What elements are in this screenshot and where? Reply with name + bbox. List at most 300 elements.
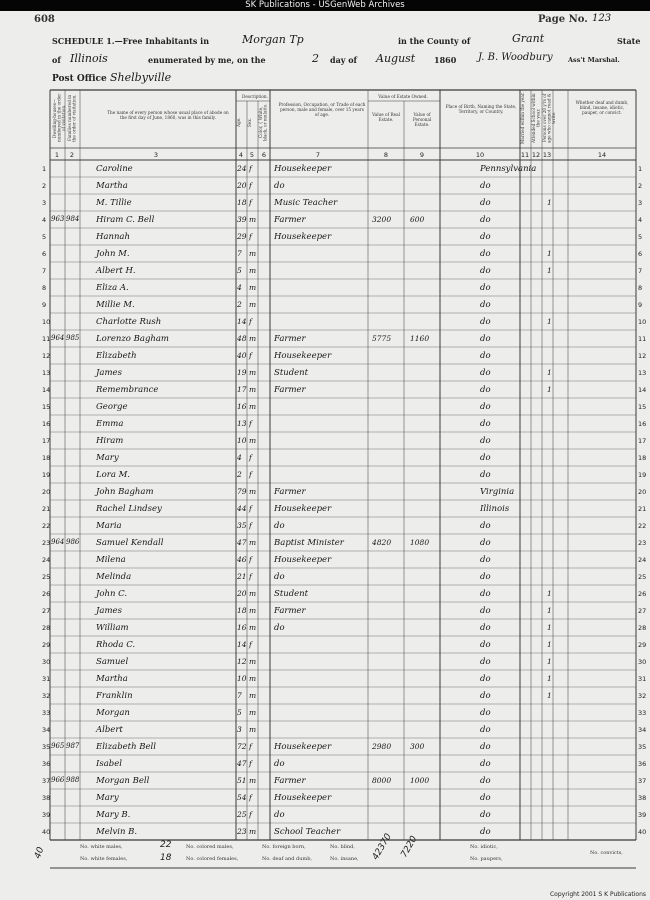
birthplace: do (480, 385, 491, 395)
sex: m (249, 606, 257, 615)
birthplace: do (480, 555, 491, 565)
line-number-right: 33 (638, 709, 647, 717)
occupation: Housekeeper (274, 504, 332, 514)
person-name: Morgan Bell (96, 776, 150, 786)
line-number-right: 37 (638, 777, 647, 785)
marshal-label: Ass't Marshal. (568, 56, 620, 64)
sex: m (249, 368, 257, 377)
person-name: Melvin B. (96, 827, 138, 837)
occupation: do (274, 572, 285, 582)
sex: f (249, 742, 252, 751)
line-number-left: 4 (42, 216, 47, 224)
age: 16 (237, 623, 247, 632)
page-number-left: 608 (34, 14, 55, 25)
sex: f (249, 317, 252, 326)
sex: f (249, 793, 252, 802)
personal-estate-value: 1160 (410, 334, 430, 343)
dwelling-number: 966 (51, 776, 65, 784)
age: 16 (237, 402, 247, 411)
white-males-label: No. white males, (80, 844, 123, 850)
family-number: 986 (66, 538, 80, 546)
birthplace: do (480, 266, 491, 276)
birthplace: do (480, 657, 491, 667)
line-number-right: 14 (638, 386, 647, 394)
sex: m (249, 283, 257, 292)
age: 35 (237, 521, 247, 530)
line-number-left: 37 (42, 777, 51, 785)
line-number-right: 31 (638, 675, 647, 683)
school-mark: 1 (547, 198, 552, 207)
school-mark: 1 (547, 317, 552, 326)
birthplace: Virginia (480, 487, 515, 497)
col-school-header: Attended School within the year. (531, 93, 541, 143)
school-mark: 1 (547, 606, 552, 615)
line-number-left: 7 (42, 267, 47, 275)
line-number-left: 39 (42, 811, 51, 819)
page-number-label: Page No. (538, 14, 588, 25)
school-mark: 1 (547, 640, 552, 649)
age: 79 (237, 487, 247, 496)
age: 21 (237, 572, 247, 581)
occupation: Farmer (274, 385, 306, 395)
occupation: Housekeeper (274, 164, 332, 174)
age: 2 (237, 300, 242, 309)
line-number-right: 36 (638, 760, 647, 768)
age: 29 (237, 232, 247, 241)
age: 51 (237, 776, 247, 785)
person-name: Elizabeth Bell (96, 742, 156, 752)
person-name: Martha (96, 181, 128, 191)
person-name: Morgan (96, 708, 130, 718)
line-number-left: 22 (42, 522, 51, 530)
person-name: James (96, 368, 122, 378)
line-number-left: 1 (42, 165, 47, 173)
birthplace: do (480, 623, 491, 633)
column-number: 7 (315, 151, 321, 159)
line-number-left: 18 (42, 454, 51, 462)
person-name: Charlotte Rush (96, 317, 162, 327)
col-illiterate-header: Persons over 20 y'rs of age who cannot read & write. (542, 93, 557, 143)
line-number-left: 28 (42, 624, 51, 632)
birthplace: do (480, 538, 491, 548)
birthplace: do (480, 759, 491, 769)
birthplace: do (480, 742, 491, 752)
line-number-right: 15 (638, 403, 647, 411)
sex: m (249, 266, 257, 275)
age: 72 (237, 742, 247, 751)
birthplace: do (480, 181, 491, 191)
family-number: 985 (66, 334, 80, 342)
age: 2 (237, 470, 242, 479)
occupation: Farmer (274, 606, 306, 616)
sex: m (249, 691, 257, 700)
school-mark: 1 (547, 691, 552, 700)
dwelling-number: 965 (51, 742, 65, 750)
person-name: John M. (96, 249, 130, 259)
real-estate-value: 5775 (372, 334, 392, 343)
person-name: Albert (96, 725, 123, 735)
birthplace: do (480, 402, 491, 412)
birthplace: do (480, 351, 491, 361)
person-name: Isabel (96, 759, 122, 769)
birthplace: do (480, 470, 491, 480)
line-number-right: 6 (638, 250, 643, 258)
line-number-right: 18 (638, 454, 647, 462)
sex: f (249, 164, 252, 173)
line-number-left: 27 (42, 607, 51, 615)
age: 25 (237, 810, 247, 819)
line-number-left: 40 (42, 828, 51, 836)
colored-males-label: No. colored males, (186, 844, 234, 850)
sex: f (249, 351, 252, 360)
line-number-right: 11 (638, 335, 647, 343)
person-name: Elizabeth (96, 351, 137, 361)
age: 3 (237, 725, 242, 734)
age: 46 (237, 555, 247, 564)
column-number: 8 (383, 151, 389, 159)
sex: m (249, 300, 257, 309)
person-name: Maria (96, 521, 122, 531)
col-age-header: Age. (236, 117, 241, 127)
deaf-dumb-label: No. deaf and dumb, (262, 856, 312, 862)
occupation: Student (274, 589, 309, 599)
person-name: Mary B. (96, 810, 131, 820)
convicts-label: No. convicts, (590, 850, 623, 856)
age: 47 (237, 759, 247, 768)
sex: f (249, 232, 252, 241)
line-number-left: 14 (42, 386, 51, 394)
month: August (376, 52, 416, 65)
birthplace: Pennsylvania (480, 164, 537, 174)
line-number-left: 6 (42, 250, 47, 258)
family-number: 987 (66, 742, 80, 750)
line-number-left: 3 (42, 199, 47, 207)
foreign-born-label: No. foreign born, (262, 844, 306, 850)
personal-total: 7220 (399, 834, 420, 860)
line-number-right: 23 (638, 539, 647, 547)
birthplace: do (480, 453, 491, 463)
line-number-right: 27 (638, 607, 647, 615)
county-label: in the County of (398, 36, 471, 46)
sex: f (249, 419, 252, 428)
enumerated-label: enumerated by me, on the (148, 55, 266, 65)
line-number-right: 25 (638, 573, 647, 581)
township: Morgan Tp (242, 33, 304, 46)
day: 2 (312, 52, 319, 65)
birthplace: do (480, 725, 491, 735)
sex: m (249, 725, 257, 734)
occupation: do (274, 759, 285, 769)
column-number: 14 (597, 151, 607, 159)
birthplace: do (480, 419, 491, 429)
person-name: William (96, 623, 129, 633)
sex: m (249, 776, 257, 785)
col-dwelling-header: Dwelling-houses—numbered in the order of visitation. (52, 93, 67, 143)
age: 24 (237, 164, 247, 173)
person-name: Melinda (96, 572, 132, 582)
tally-males: 22 (160, 840, 172, 850)
sex: m (249, 436, 257, 445)
line-number-right: 20 (638, 488, 647, 496)
age: 14 (237, 640, 247, 649)
birthplace: do (480, 640, 491, 650)
real-estate-value: 4820 (372, 538, 392, 547)
col-sex-header: Sex. (247, 117, 252, 127)
birthplace: do (480, 674, 491, 684)
line-number-left: 34 (42, 726, 51, 734)
age: 17 (237, 385, 247, 394)
county: Grant (512, 32, 545, 45)
age: 40 (237, 351, 247, 360)
line-number-left: 19 (42, 471, 51, 479)
line-number-right: 34 (638, 726, 647, 734)
tally-females: 18 (160, 853, 172, 863)
sex: m (249, 657, 257, 666)
line-number-left: 5 (42, 233, 47, 241)
sex: m (249, 538, 257, 547)
line-number-right: 26 (638, 590, 647, 598)
state: Illinois (70, 52, 108, 65)
estate-total: 42370 (370, 832, 394, 862)
sex: f (249, 572, 252, 581)
line-number-right: 35 (638, 743, 647, 751)
birthplace: do (480, 606, 491, 616)
person-name: Martha (96, 674, 128, 684)
line-number-right: 9 (638, 301, 643, 309)
line-number-left: 21 (42, 505, 51, 513)
birthplace: do (480, 283, 491, 293)
birthplace: do (480, 249, 491, 259)
line-number-right: 39 (638, 811, 647, 819)
age: 10 (237, 436, 247, 445)
age: 44 (237, 504, 247, 513)
dwelling-number: 964 (51, 538, 65, 546)
col-real-estate-header: Value of Real Estate. (372, 112, 400, 122)
person-name: Lora M. (96, 470, 130, 480)
col-occupation-header: Profession, Occupation, or Trade of each person, male and female, over 15 years of age. (278, 102, 366, 117)
occupation: Student (274, 368, 309, 378)
person-name: M. Tillie (96, 198, 132, 208)
person-name: Mary (96, 453, 119, 463)
line-number-left: 20 (42, 488, 51, 496)
person-name: Hiram C. Bell (96, 215, 155, 225)
sex: m (249, 334, 257, 343)
occupation: do (274, 181, 285, 191)
occupation: Farmer (274, 215, 306, 225)
age: 5 (237, 266, 242, 275)
page-number-value: 123 (592, 13, 612, 24)
birthplace: do (480, 317, 491, 327)
line-number-left: 17 (42, 437, 51, 445)
sex: m (249, 249, 257, 258)
line-number-right: 30 (638, 658, 647, 666)
sex: m (249, 402, 257, 411)
age: 20 (237, 589, 247, 598)
birthplace: do (480, 827, 491, 837)
school-mark: 1 (547, 623, 552, 632)
age: 12 (237, 657, 247, 666)
line-number-right: 3 (638, 199, 643, 207)
sex: f (249, 640, 252, 649)
school-mark: 1 (547, 368, 552, 377)
birthplace: do (480, 691, 491, 701)
line-number-right: 19 (638, 471, 647, 479)
sex: f (249, 759, 252, 768)
personal-estate-value: 600 (410, 215, 425, 224)
occupation: Farmer (274, 487, 306, 497)
birthplace: do (480, 215, 491, 225)
line-number-right: 21 (638, 505, 647, 513)
sex: f (249, 555, 252, 564)
line-number-left: 12 (42, 352, 51, 360)
state-label: State (617, 36, 641, 46)
age: 23 (237, 827, 247, 836)
line-number-left: 2 (42, 182, 47, 190)
person-name: James (96, 606, 122, 616)
line-number-right: 22 (638, 522, 647, 530)
sex: f (249, 810, 252, 819)
line-number-right: 4 (638, 216, 643, 224)
occupation: Farmer (274, 334, 306, 344)
line-number-right: 24 (638, 556, 647, 564)
person-name: John C. (96, 589, 128, 599)
personal-estate-value: 1000 (410, 776, 430, 785)
sex: f (249, 521, 252, 530)
birthplace: do (480, 436, 491, 446)
birthplace: do (480, 572, 491, 582)
birthplace: do (480, 589, 491, 599)
person-name: Albert H. (96, 266, 136, 276)
paupers-label: No. paupers, (470, 856, 503, 862)
margin-40: 40 (33, 845, 47, 861)
age: 19 (237, 368, 247, 377)
column-number: 3 (153, 151, 159, 159)
person-name: George (96, 402, 128, 412)
line-number-right: 8 (638, 284, 643, 292)
dwelling-number: 964 (51, 334, 65, 342)
age: 18 (237, 606, 247, 615)
person-name: Franklin (96, 691, 133, 701)
line-number-right: 16 (638, 420, 647, 428)
person-name: Rachel Lindsey (96, 504, 162, 514)
person-name: Mary (96, 793, 119, 803)
birthplace: do (480, 776, 491, 786)
personal-estate-value: 300 (410, 742, 425, 751)
colored-females-label: No. colored females, (186, 856, 239, 862)
of-label: of (52, 55, 61, 65)
person-name: Hannah (96, 232, 130, 242)
school-mark: 1 (547, 385, 552, 394)
person-name: Caroline (96, 164, 133, 174)
birthplace: do (480, 521, 491, 531)
sex: m (249, 385, 257, 394)
col-condition-header: Whether deaf and dumb, blind, insane, idiotic, pauper, or convict. (575, 100, 629, 115)
real-estate-value: 2980 (372, 742, 392, 751)
sex: m (249, 589, 257, 598)
line-number-left: 11 (42, 335, 51, 343)
line-number-left: 15 (42, 403, 51, 411)
schedule-title: SCHEDULE 1.—Free Inhabitants in (52, 36, 210, 46)
family-number: 984 (66, 215, 80, 223)
line-number-left: 35 (42, 743, 51, 751)
sex: m (249, 487, 257, 496)
column-number: 1 (54, 151, 60, 159)
age: 4 (237, 453, 242, 462)
sex: m (249, 215, 257, 224)
person-name: Emma (96, 419, 124, 429)
line-number-left: 38 (42, 794, 51, 802)
occupation: Housekeeper (274, 351, 332, 361)
birthplace: do (480, 300, 491, 310)
school-mark: 1 (547, 589, 552, 598)
col-description-header: Description. (242, 94, 268, 99)
age: 20 (237, 181, 247, 190)
line-number-right: 7 (638, 267, 643, 275)
marshal: J. B. Woodbury (478, 52, 553, 63)
line-number-left: 31 (42, 675, 51, 683)
birthplace: do (480, 232, 491, 242)
personal-estate-value: 1080 (410, 538, 430, 547)
real-estate-value: 3200 (372, 215, 392, 224)
occupation: Baptist Minister (274, 538, 344, 548)
sex: m (249, 827, 257, 836)
sex: f (249, 504, 252, 513)
age: 48 (237, 334, 247, 343)
line-number-left: 33 (42, 709, 51, 717)
line-number-left: 8 (42, 284, 47, 292)
column-number: 9 (419, 151, 425, 159)
line-number-right: 38 (638, 794, 647, 802)
line-number-left: 32 (42, 692, 51, 700)
insane-label: No. insane, (330, 856, 359, 862)
person-name: Lorenzo Bagham (96, 334, 169, 344)
column-number: 10 (475, 151, 485, 159)
line-number-left: 16 (42, 420, 51, 428)
age: 14 (237, 317, 247, 326)
sex: m (249, 708, 257, 717)
col-estate-header: Value of Estate Owned. (378, 94, 428, 99)
person-name: Remembrance (96, 385, 159, 395)
birthplace: do (480, 334, 491, 344)
line-number-right: 32 (638, 692, 647, 700)
school-mark: 1 (547, 674, 552, 683)
sex: f (249, 181, 252, 190)
line-number-left: 23 (42, 539, 51, 547)
line-number-left: 24 (42, 556, 51, 564)
sex: f (249, 198, 252, 207)
sex: m (249, 674, 257, 683)
line-number-left: 30 (42, 658, 51, 666)
age: 54 (237, 793, 247, 802)
idiotic-label: No. idiotic, (470, 844, 498, 850)
sex: f (249, 470, 252, 479)
school-mark: 1 (547, 266, 552, 275)
line-number-right: 1 (638, 165, 643, 173)
age: 47 (237, 538, 247, 547)
line-number-right: 5 (638, 233, 643, 241)
occupation: Housekeeper (274, 555, 332, 565)
line-number-left: 9 (42, 301, 47, 309)
person-name: Milena (96, 555, 126, 565)
age: 4 (237, 283, 242, 292)
column-number: 5 (249, 151, 255, 159)
col-married-header: Married within the year. (520, 92, 525, 144)
occupation: Farmer (274, 776, 306, 786)
line-number-left: 10 (42, 318, 51, 326)
birthplace: Illinois (480, 504, 510, 514)
col-name-header: The name of every person whose usual place of abode on the first day of June, 1860, was in this family. (107, 110, 229, 120)
occupation: do (274, 623, 285, 633)
